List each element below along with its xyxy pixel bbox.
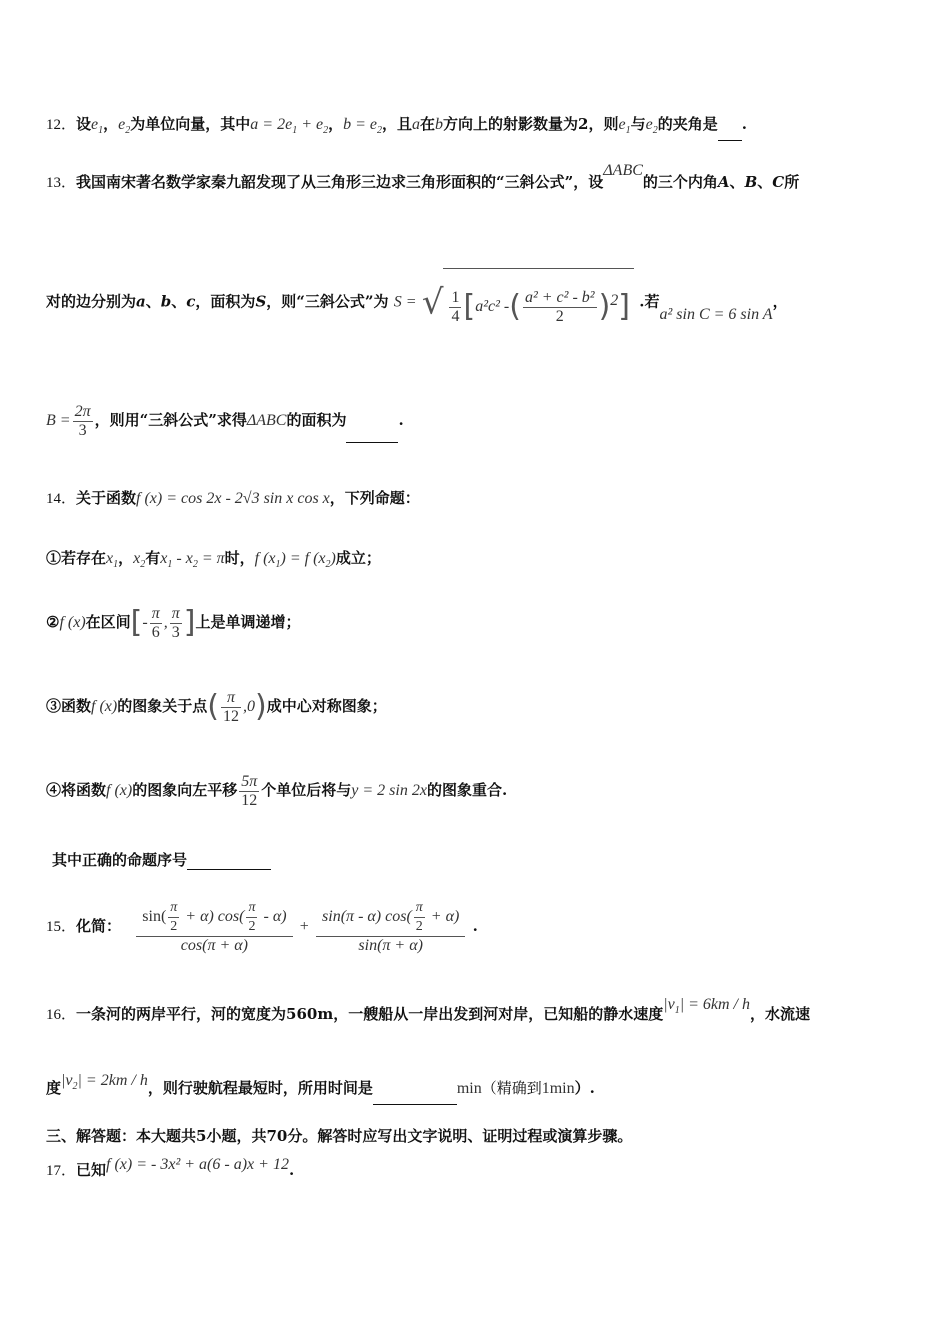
- sqrt-body: $\frac{1}{4}$ [a²c² -( $\frac{\text{a² + c² - b²}}{2}$ )$^2$]: [443, 268, 634, 337]
- question-16-line2: 度$|v_2| = 2km / h$，则行驶航程最短时，所用时间是 min（精确到1min）.: [46, 1078, 595, 1105]
- question-13-line3: B = $\frac{2\pi}{3}$ ，则用“三斜公式”求得ΔABC的面积为 .: [46, 398, 404, 443]
- term-1: sin( $\frac{\pi}{2}$ + α) cos( $\frac{\pi}{2}$ - α) cos(π + α): [136, 899, 292, 955]
- answer-blank-13[interactable]: [346, 426, 398, 443]
- question-14: 14．关于函数f (x) = cos 2x - 2√3 sin x cos x，下列命题：: [46, 489, 420, 507]
- proposition-4: ④将函数f (x)的图象向左平移 $\frac{5\pi}{12}$ 个单位后将与y = 2 sin 2x的图象重合.: [46, 772, 508, 809]
- question-17: 17．已知f (x) = - 3x² + a(6 - a)x + 12.: [46, 1156, 295, 1179]
- question-16: 16．一条河的两岸平行，河的宽度为560m，一艘船从一岸出发到河对岸，已知船的静水速度$|v_1| = 6km / h$，水流速: [46, 996, 811, 1023]
- section-3-heading: 三、解答题：本大题共5小题，共70分。解答时应写出文字说明、证明过程或演算步骤。: [46, 1127, 633, 1145]
- answer-blank-16[interactable]: [373, 1088, 457, 1105]
- question-13-line2: 对的边分别为a、b、c，面积为S，则“三斜公式”为 S = √ $\frac{1}{4}$ [a²c² -( $\frac{\text{a² + c² - b²}}{2}$ )$^2$] .若a² sin C = 6 sin A，: [46, 268, 788, 337]
- function-f: f (x) = cos 2x - 2√3 sin x cos x: [136, 490, 330, 507]
- term-2: sin(π - α) cos( $\frac{\pi}{2}$ + α) sin(π + α): [316, 899, 465, 955]
- formula-s: S =: [393, 293, 417, 311]
- proposition-2: ②f (x)在区间[- $\frac{\pi}{6}$ , $\frac{\pi}{3}$ ]上是单调递增；: [46, 604, 301, 641]
- question-15: 15．化简： sin( $\frac{\pi}{2}$ + α) cos( $\frac{\pi}{2}$ - α) cos(π + α) + sin(π - α) cos( $\frac{\pi}{2}$ + α) sin(π + α) .: [46, 900, 478, 954]
- answer-blank-14[interactable]: [187, 853, 271, 870]
- condition: a² sin C = 6 sin A: [659, 305, 773, 323]
- q12-number: 12．: [46, 117, 77, 133]
- answer-blank-12[interactable]: [718, 124, 742, 141]
- proposition-3: ③函数f (x)的图象关于点( $\frac{\pi}{12}$ ,0)成中心对称图象；: [46, 688, 387, 725]
- question-12: 12．设$e_1$，$e_2$为单位向量，其中$a = 2e_1 + e_2$，$b = e_2$，且a在b方向上的射影数量为2，则$e_1$与$e_2$的夹角是 .: [46, 114, 747, 141]
- question-14-ask: 其中正确的命题序号: [52, 850, 271, 870]
- proposition-1: ①若存在$x_1$，$x_2$有$x_1 - x_2 = \pi$时，f $(x_1) = f$ $(x_2)$成立；: [46, 549, 381, 571]
- function-f-17: f (x) = - 3x² + a(6 - a)x + 12: [106, 1156, 289, 1173]
- question-13: 13．我国南宋著名数学家秦九韶发现了从三角形三边求三角形面积的“三斜公式”，设ΔABC的三个内角A、B、C所: [46, 162, 800, 191]
